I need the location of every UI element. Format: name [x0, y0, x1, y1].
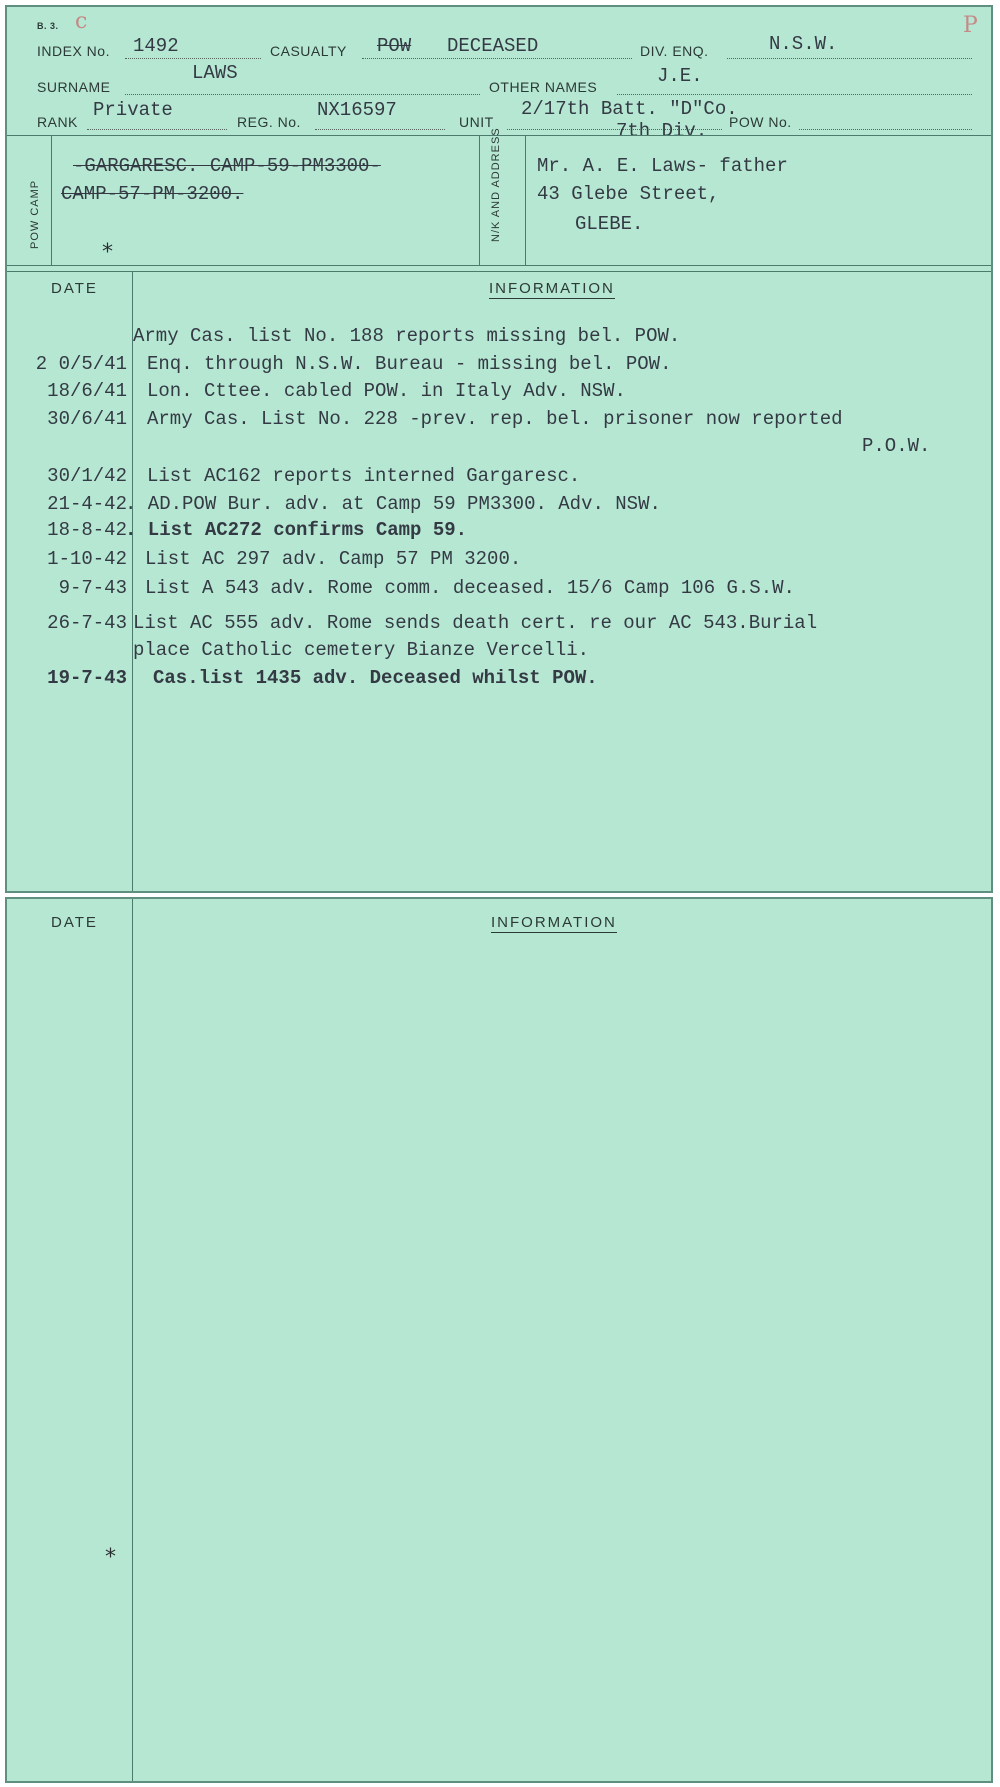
- unit-label: UNIT: [459, 114, 494, 130]
- entry-date: 18/6/41: [47, 380, 127, 402]
- entry-date: 19-7-43: [47, 667, 127, 689]
- card-back: [5, 897, 993, 1783]
- nk-address-line2: 43 Glebe Street,: [537, 183, 720, 205]
- entry-date: 30/6/41: [47, 408, 127, 430]
- entry-info: P.O.W.: [862, 435, 931, 457]
- nk-address-line1: Mr. A. E. Laws- father: [537, 155, 788, 177]
- information-column-header: INFORMATION: [489, 280, 615, 297]
- index-no-label: INDEX No.: [37, 43, 110, 59]
- entry-info: List AC 555 adv. Rome sends death cert. re our AC 543.Burial: [133, 612, 818, 634]
- casualty-label: CASUALTY: [270, 43, 347, 59]
- entry-date: 1-10-42: [47, 548, 127, 570]
- entry-info: . AD.POW Bur. adv. at Camp 59 PM3300. Adv. NSW.: [125, 493, 661, 515]
- punch-mark: ⁎: [102, 232, 113, 257]
- div-enq-label: DIV. ENQ.: [640, 43, 709, 59]
- punch-mark: ⁎: [105, 1537, 116, 1562]
- surname-value: LAWS: [192, 62, 238, 84]
- entry-date: 30/1/42: [47, 465, 127, 487]
- nk-address-label: N/K AND ADDRESS: [490, 127, 502, 242]
- pow-no-label: POW No.: [729, 114, 792, 130]
- entry-info: Army Cas. List No. 228 -prev. rep. bel. prisoner now reported: [147, 408, 843, 430]
- unit-value-line1: 2/17th Batt. "D"Co.: [521, 98, 738, 120]
- pow-camp-label: POW CAMP: [29, 179, 41, 249]
- entry-date: 21-4-42: [47, 493, 127, 515]
- entry-info: List A 543 adv. Rome comm. deceased. 15/6 Camp 106 G.S.W.: [145, 577, 795, 599]
- reg-no-value: NX16597: [317, 99, 397, 121]
- entry-info: Cas.list 1435 adv. Deceased whilst POW.: [153, 667, 598, 689]
- index-no-value: 1492: [133, 35, 179, 57]
- nk-address-line3: GLEBE.: [575, 213, 644, 235]
- entry-info: Enq. through N.S.W. Bureau - missing bel. POW.: [147, 353, 672, 375]
- date-column-header: DATE: [51, 280, 98, 297]
- rank-value: Private: [93, 99, 173, 121]
- entry-date: 2 0/5/41: [35, 353, 127, 375]
- entry-date: 18-8-42: [47, 519, 127, 541]
- entry-info: Army Cas. list No. 188 reports missing bel. POW.: [133, 325, 681, 347]
- rank-label: RANK: [37, 114, 78, 130]
- entry-info: List AC 297 adv. Camp 57 PM 3200.: [145, 548, 522, 570]
- entry-date: 26-7-43: [47, 612, 127, 634]
- entry-date: 9-7-43: [58, 577, 127, 599]
- div-enq-value: N.S.W.: [769, 33, 838, 55]
- entry-info: List AC162 reports interned Gargaresc.: [147, 465, 581, 487]
- form-code: B. 3.: [37, 21, 59, 31]
- pow-camp-line2: CAMP-57-PM-3200.: [61, 183, 244, 205]
- entry-info: . List AC272 confirms Camp 59.: [125, 519, 468, 541]
- information-column-header: INFORMATION: [491, 914, 617, 931]
- surname-label: SURNAME: [37, 79, 111, 95]
- casualty-value: DECEASED: [447, 35, 539, 57]
- pencil-mark-p: P: [963, 13, 978, 38]
- other-names-label: OTHER NAMES: [489, 79, 598, 95]
- entry-info: place Catholic cemetery Bianze Vercelli.: [133, 639, 590, 661]
- entry-info: Lon. Cttee. cabled POW. in Italy Adv. NSW.: [147, 380, 626, 402]
- unit-value-line2: 7th Div.: [616, 120, 708, 142]
- pow-camp-line1: -GARGARESC. CAMP-59-PM3300-: [73, 155, 381, 177]
- card-front: [5, 5, 993, 893]
- other-names-value: J.E.: [657, 65, 703, 87]
- casualty-struck-value: POW: [377, 35, 412, 57]
- pencil-mark-c: c: [75, 9, 88, 34]
- reg-no-label: REG. No.: [237, 114, 301, 130]
- date-column-header: DATE: [51, 914, 98, 931]
